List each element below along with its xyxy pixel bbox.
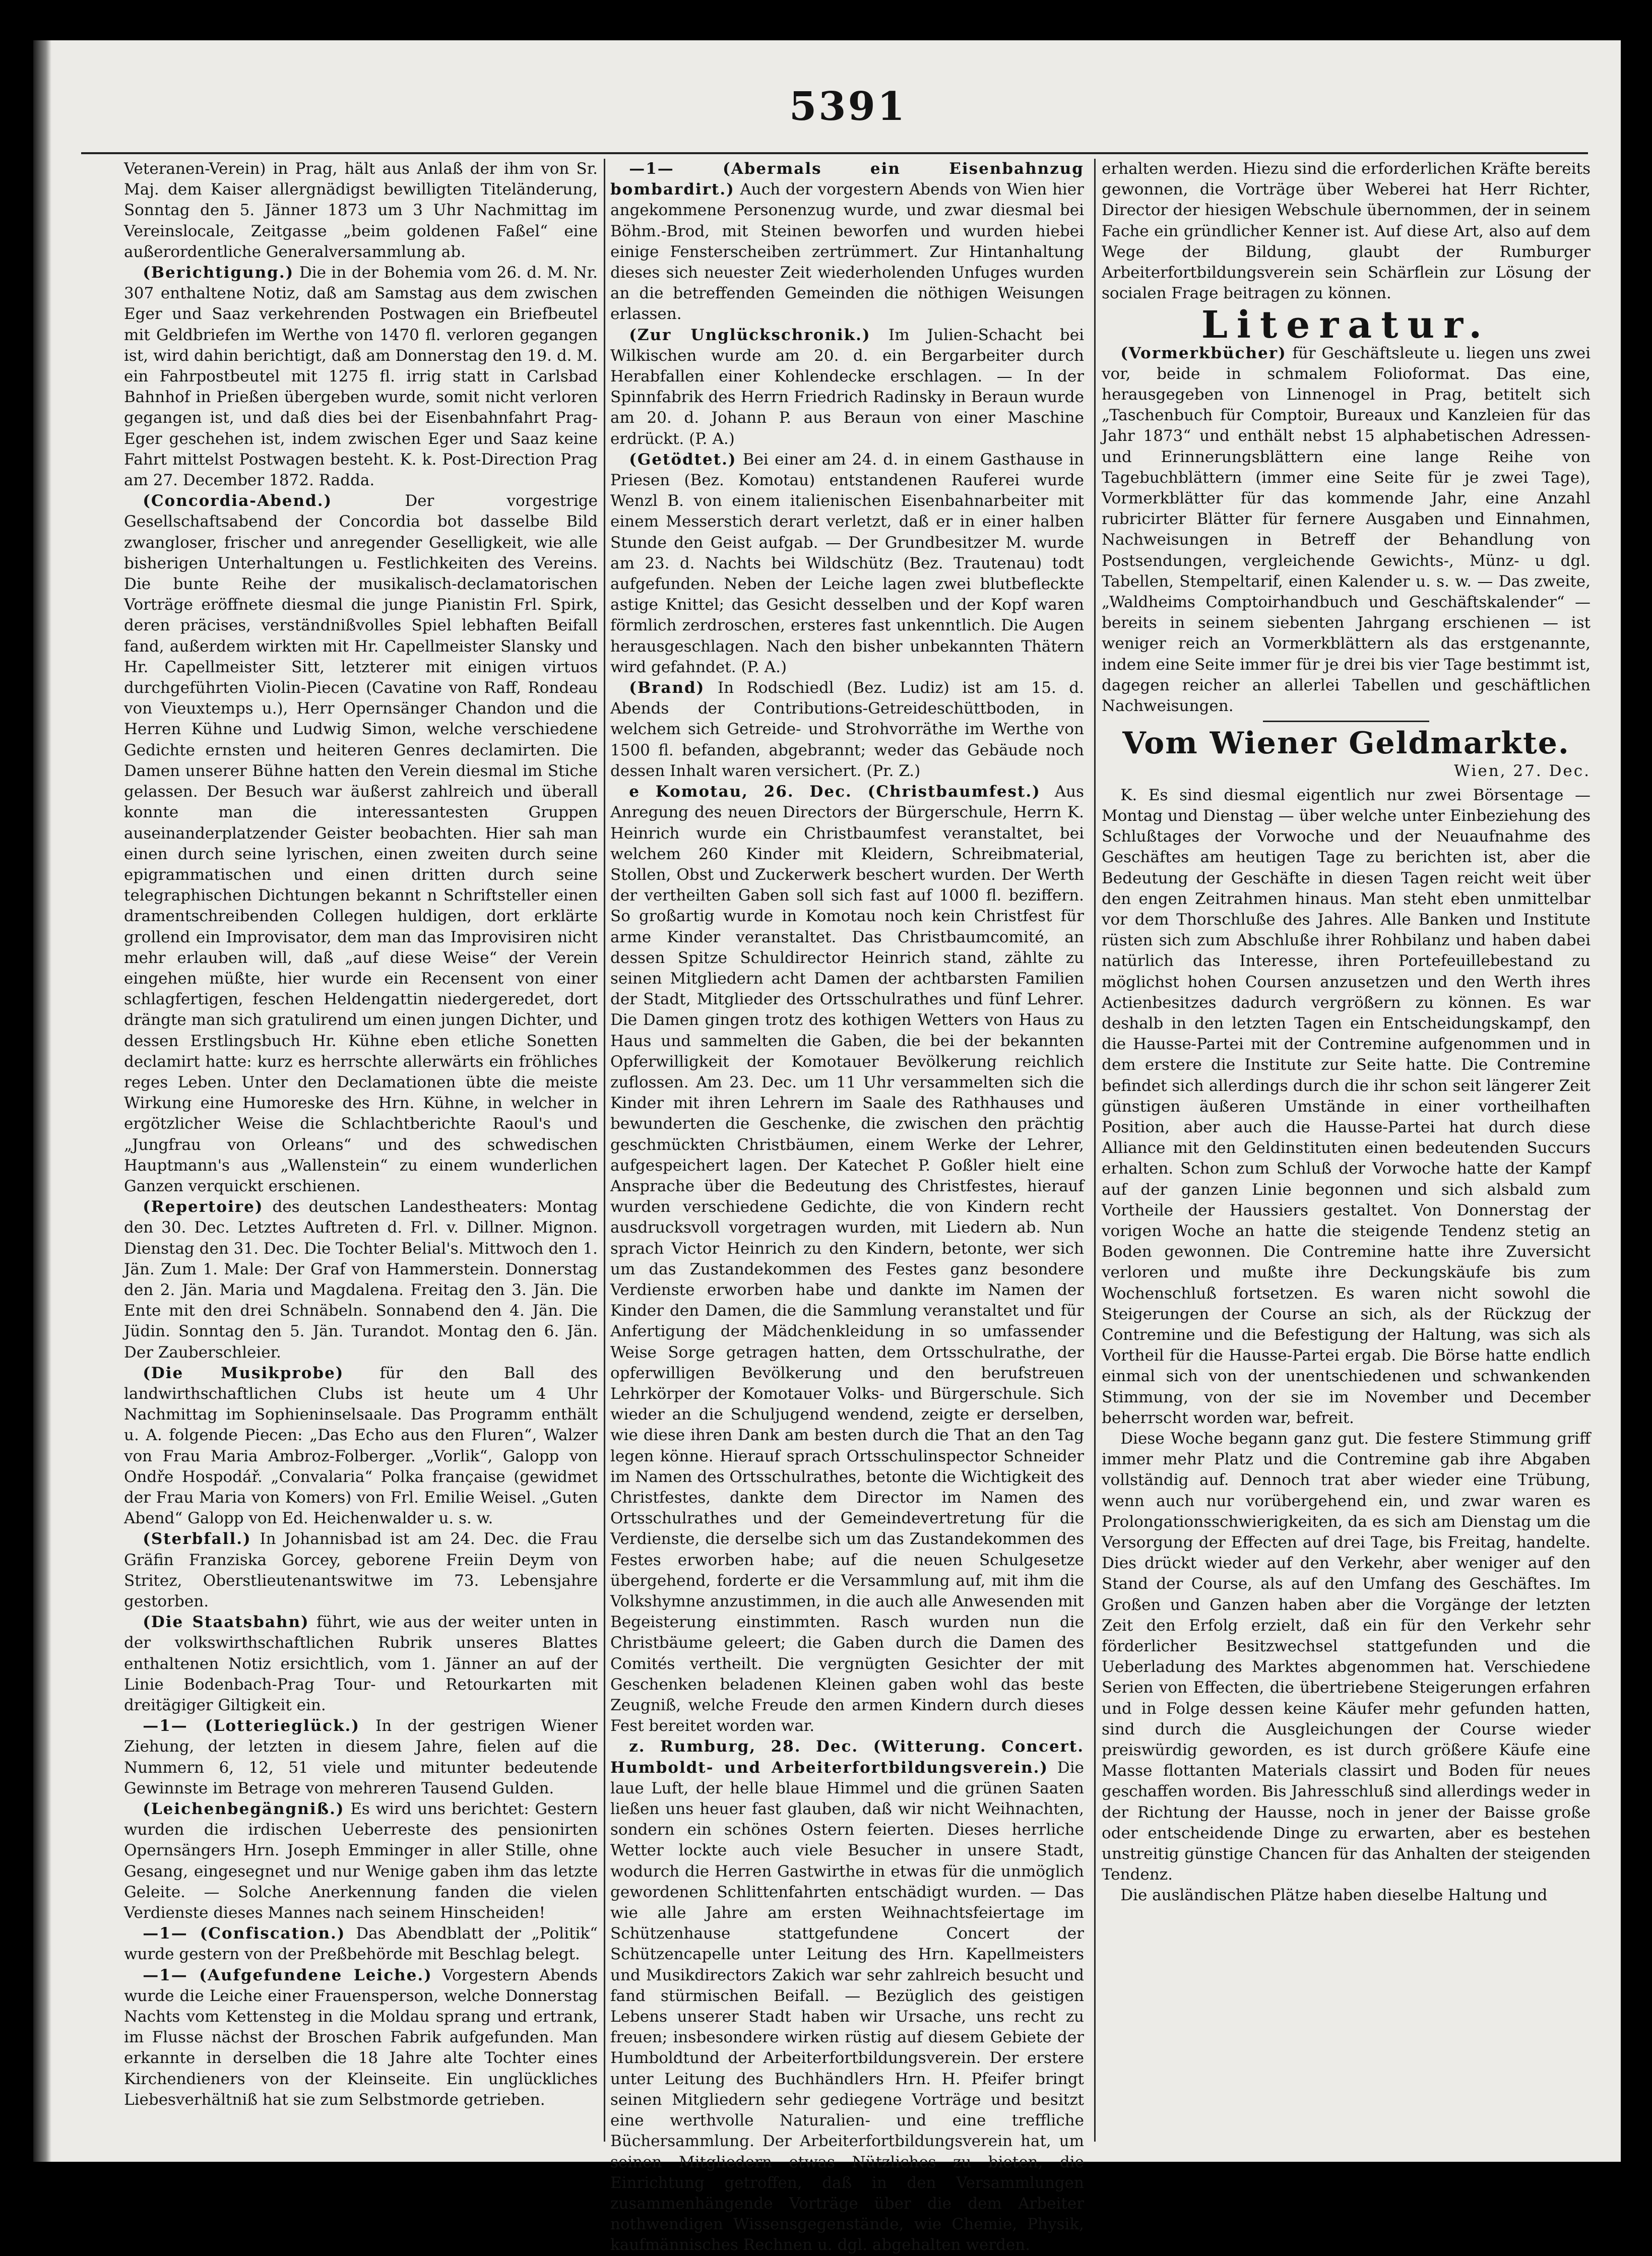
article-heading: (Leichenbegängniß.) xyxy=(143,1800,345,1819)
article-text: Veteranen-Verein) in Prag, hält aus Anlaß der ihm von Sr. Maj. dem Kaiser allergnädigst bewilligten Titeländerung, Sonntag den 5. Jänner 1873 um 3 Uhr Nachmittag im Vereinslocale, Zeitgasse „beim goldenen Faßel“ eine außerordentliche Generalversammlung ab. xyxy=(124,160,598,261)
article-paragraph xyxy=(124,1716,598,1799)
article-paragraph xyxy=(610,1736,1084,2255)
article-heading: e Komotau, 26. Dec. (Christbaumfest.) xyxy=(629,783,1041,801)
article-text: Vorgestern Abends wurde die Leiche einer Frauensperson, welche Donnerstag Nachts vom Kettensteg in die Moldau sprang und ertrank, im Flusse nächst der Broschen Fabrik aufgefunden. Man erkannte in derselben die 18 Jahre alte Tochter eines Kirchendieners von der Kleinseite. Ein unglückliches Liebesverhältniß hat sie zum Selbstmorde getrieben. xyxy=(124,1966,598,2109)
column-divider xyxy=(604,159,605,2142)
article-paragraph xyxy=(124,263,598,491)
article-paragraph xyxy=(610,449,1084,678)
column-2 xyxy=(610,159,1085,2254)
article-paragraph xyxy=(1102,343,1591,717)
article-heading: —1— (Confiscation.) xyxy=(143,1924,346,1943)
geldmarkt-section xyxy=(1102,785,1591,1906)
article-heading: (Die Musikprobe) xyxy=(143,1364,344,1382)
article-heading: (Concordia-Abend.) xyxy=(143,492,333,510)
binding-gutter xyxy=(33,40,51,2162)
article-text: In Johannisbad ist am 24. Dec. die Frau Gräfin Franziska Gorcey, geborene Freiin Deym von Stritez, Oberstlieutenantswitwe im 73. Lebensjahre gestorben. xyxy=(124,1530,598,1611)
column-3-continuation xyxy=(1102,159,1591,304)
article-paragraph xyxy=(124,1197,598,1363)
article-text: Auch der vorgestern Abends von Wien hier angekommene Personenzug wurde, und zwar diesmal bei Böhm.-Brod, mit Steinen beworfen und wurden hiebei einige Fensterscheiben zertrümmert. Zur Hintanhaltung dieses sich neuester Zeit wiederholenden Unfuges wurden an die betreffenden Gemeinden die nöthigen Weisungen erlassen. xyxy=(610,180,1084,324)
article-paragraph xyxy=(1102,785,1591,1429)
article-text: Diese Woche begann ganz gut. Die festere Stimmung griff immer mehr Platz und die Contremine gab ihre Abgaben vollständig auf. Dennoch trat aber wieder eine Trübung, wenn auch nur vorübergehend ein, und zwar waren es Prolongationsschwierigkeiten, da es sich am Dienstag um die Versorgung der Effecten auf drei Tage, bis Freitag, handelte. Dies drückt wieder auf den Verkehr, aber weniger auf den Stand der Course, als auf den Umfang des Geschäftes. Im Großen und Ganzen haben aber die Vorgänge der letzten Zeit den Erfolg erzielt, daß ein für den Verkehr sehr förderlicher Besitzwechsel stattgefunden und die Ueberladung des Marktes abgenommen hat. Verschiedene Serien von Effecten, die übertriebene Steigerungen erfahren und in Folge dessen keine Käufer mehr gefunden hatten, sind durch die Ausgleichungen der Course wieder preiswürdig geworden, es ist durch größere Käufe eine Masse flottanten Materials classirt und Boden für neues geschaffen worden. Bis Jahresschluß sind allerdings weder in der Richtung der Hausse, noch in jener der Baisse große oder entscheidende Dinge zu erwarten, aber es bestehen unstreitig günstige Chancen für das Anhalten der steigenden Tendenz. xyxy=(1102,1429,1591,1884)
article-paragraph xyxy=(124,1965,598,2110)
article-text: Das Abendblatt der „Politik“ wurde gestern von der Preßbehörde mit Beschlag belegt. xyxy=(124,1924,598,1964)
column-1 xyxy=(124,159,598,2142)
article-heading: —1— (Lotterieglück.) xyxy=(143,1717,360,1735)
article-text: Die in der Bohemia vom 26. d. M. Nr. 307 enthaltene Notiz, daß am Samstag aus dem zwischen Eger und Saaz verkehrenden Postwagen ein Briefbeutel mit Geldbriefen im Werthe von 1470 fl. verloren gegangen ist, wird dahin berichtigt, daß am Donnerstag den 19. d. M. ein Fahrpostbeutel mit 1275 fl. irrig statt in Carlsbad Bahnhof in Prießen übergeben wurde, somit nicht verloren gegangen ist, und daß dies bei der Eisenbahnfahrt Prag-Eger geschehen ist, indem zwischen Eger und Saaz keine Fahrt mittelst Postwagen besteht. K. k. Post-Direction Prag am 27. December 1872. Radda. xyxy=(124,264,598,490)
article-text: In Rodschiedl (Bez. Ludiz) ist am 15. d. Abends der Contributions-Getreideschüttboden, in welchem sich Getreide- und Strohvorräthe im Werthe von 1500 fl. befanden, abgebrannt; weder das Gebäude noch dessen Inhalt waren versichert. (Pr. Z.) xyxy=(610,679,1085,780)
article-paragraph xyxy=(610,782,1084,1736)
article-heading: —1— (Aufgefundene Leiche.) xyxy=(143,1966,432,1984)
article-heading: (Getödtet.) xyxy=(629,450,737,469)
article-text: führt, wie aus der weiter unten in der volkswirthschaftlichen Rubrik unseres Blattes enthaltenen Notiz ersichtlich, vom 1. Jänner an auf der Linie Bodenbach-Prag Tour- und Retourkarten mit dreitägiger Giltigkeit ein. xyxy=(124,1613,598,1715)
article-paragraph xyxy=(124,1799,598,1923)
header-rule xyxy=(81,152,1588,154)
article-paragraph xyxy=(124,1612,598,1716)
article-text: Aus Anregung des neuen Directors der Bürgerschule, Herrn K. Heinrich wurde ein Christbaumfest veranstaltet, bei welchem 260 Kinder mit Kleidern, Schreibmaterial, Stollen, Obst und Zuckerwerk beschert wurden. Der Werth der vertheilten Gaben soll sich fast auf 1000 fl. beziffern. So großartig wurde in Komotau noch kein Christfest für arme Kinder veranstaltet. Das Christbaumcomité, an dessen Spitze Schuldirector Heinrich stand, zählte zu seinen Mitgliedern acht Damen der achtbarsten Familien der Stadt, Mitglieder des Ortsschulrathes und fünf Lehrer. Die Damen gingen trotz des kothigen Wetters von Haus zu Haus und sammelten die Gaben, die bei der bekannten Opferwilligkeit der Komotauer Bevölkerung reichlich zuflossen. Am 23. Dec. um 11 Uhr versammelten sich die Kinder mit ihren Lehrern im Saale des Rathhauses und bewunderten die Geschenke, die zwischen den prächtig geschmückten Christbäumen, einem Werke der Lehrer, aufgespeichert lagen. Der Katechet P. Goßler hielt eine Ansprache über die Bedeutung des Christfestes, hierauf wurden verschiedene Gedichte, die von Kindern recht ausdrucksvoll vorgetragen wurden, mit Liedern ab. Nun sprach Victor Heinrich zu den Kindern, betonte, wer sich um das Zustandekommen des Festes ganz besondere Verdienste erworben habe und dankte im Namen der Kinder den Damen, die die Sammlung veranstaltet und für Anfertigung der Mädchenkleidung in so umfassender Weise Sorge getragen hatten, dem Ortsschulrathe, der opferwilligen Bevölkerung und den berufstreuen Lehrkörper der Komotauer Volks- und Bürgerschule. Sich wieder an die Schuljugend wendend, zeigte er derselben, wie diese ihren Dank am besten durch die That an den Tag legen könne. Hierauf sprach Ortsschulinspector Schneider im Namen des Ortsschulrathes, betonte die Wichtigkeit des Christfestes, dankte dem Director im Namen des Ortsschulrathes und der Gemeindevertretung für die Verdienste, die derselbe sich um das Zustandekommen des Festes erworben habe; auf die neuen Schulgesetze übergehend, forderte er die Versammlung auf, mit ihm die Volkshymne anzustimmen, in die auch alle Anwesenden mit Begeisterung einstimmten. Rasch wurden nun die Christbäume geleert; die Gaben durch die Damen des Comités vertheilt. Die vergnügten Gesichter der mit Geschenken beladenen Kleinen gaben wohl das beste Zeugniß, welche Freude den armen Kindern durch dieses Fest bereitet worden war. xyxy=(610,783,1085,1735)
dateline: Wien, 27. Dec. xyxy=(1454,762,1591,781)
article-text: erhalten werden. Hiezu sind die erforderlichen Kräfte bereits gewonnen, die Vorträge über Weberei hat Herr Richter, Director der hiesigen Webschule übernommen, der in seinem Fache ein gründlicher Kenner ist. Auf diese Art, also auf dem Wege der Bildung, glaubt der Rumburger Arbeiterfortbildungsverein sein Schärflein zur Lösung der socialen Frage beitragen zu können. xyxy=(1102,160,1591,303)
article-paragraph xyxy=(610,159,1084,325)
article-paragraph xyxy=(1102,159,1591,304)
article-heading: (Repertoire) xyxy=(143,1198,264,1216)
section-separator xyxy=(1263,721,1429,722)
column-divider xyxy=(1094,159,1096,2142)
article-text: Die laue Luft, der helle blaue Himmel und die grünen Saaten ließen uns heuer fast glauben, daß wir nicht Weihnachten, sondern ein schönes Ostern feierten. Dieses herrliche Wetter lockte auch viele Besucher in unsere Stadt, wodurch die Herren Gastwirthe in etwas für die unmöglich gewordenen Schlittenfahrten entschädigt wurden. — Das wie alle Jahre am ersten Weihnachtsfeiertage im Schützenhause stattgefundene Concert der Schützencapelle unter Leitung des Hrn. Kapellmeisters und Musikdirectors Zakich war sehr zahlreich besucht und fand stürmischen Beifall. — Bezüglich des geistigen Lebens unserer Stadt haben wir Ursache, uns recht zu freuen; insbesondere wirken rüstig auf diesem Gebiete der Humboldtund der Arbeiterfortbildungsverein. Der erstere unter Leitung des Buchhändlers Hrn. H. Pfeifer bringt seinen Mitgliedern sehr gediegene Vorträge und besitzt eine werthvolle Naturalien- und eine treffliche Büchersammlung. Der Arbeiterfortbildungsverein hat, um seinen Mitgliedern etwas Nützliches zu bieten, die Einrichtung getroffen, daß in den Versammlungen zusammenhängende Vorträge über die dem Arbeiter nothwendigen Wissensgegenstände, wie Chemie, Physik, kaufmännisches Rechnen u. dgl. abgehalten werden. xyxy=(610,1758,1084,2254)
article-heading: (Zur Unglückschronik.) xyxy=(629,326,871,344)
article-heading: (Brand) xyxy=(629,679,705,697)
article-text: Es wird uns berichtet: Gestern wurden die irdischen Ueberreste des pensionirten Opernsängers Hrn. Joseph Emminger in aller Stille, ohne Gesang, eingesegnet und nur Wenige gaben ihm das letzte Geleite. — Solche Anerkennung fanden die vielen Verdienste dieses Mannes nach seinem Hinscheiden! xyxy=(124,1800,598,1922)
literatur-section xyxy=(1102,343,1591,717)
column-3 xyxy=(1102,159,1591,2142)
section-heading-geldmarkt: Vom Wiener Geldmarkte. xyxy=(1122,726,1570,761)
article-text: für Geschäftsleute u. liegen uns zwei vor, beide in schmalem Folioformat. Das eine, herausgegeben von Linnenogel in Prag, betitelt sich „Taschenbuch für Comptoir, Bureaux und Kanzleien für das Jahr 1873“ und enthält nebst 15 alphabetischen Adressen- und Erinnerungsblättern eine lange Reihe von Tagebuchblättern (immer eine Seite für je zwei Tage), Vormerkblätter für das kommende Jahr, eine Anzahl rubricirter Blätter für fernere Ausgaben und Einnahmen, Nachweisungen in Betreff der Behandlung von Postsendungen, vergleichende Gewichts-, Münz- u dgl. Tabellen, Stempeltarif, einen Kalender u. s. w. — Das zweite, „Waldheims Comptoirhandbuch und Geschäftskalender“ — bereits in seinem siebenten Jahrgang erschienen — ist weniger reich an Vormerkblättern als das erstgenannte, indem eine Seite immer für je drei bis vier Tage bestimmt ist, dagegen reicher an allerlei Tabellen und geschäftlichen Nachweisungen. xyxy=(1102,344,1591,716)
article-paragraph xyxy=(1102,1429,1591,1885)
article-paragraph xyxy=(124,1529,598,1612)
article-paragraph xyxy=(610,325,1084,449)
article-text: Die ausländischen Plätze haben dieselbe Haltung und xyxy=(1120,1886,1548,1905)
article-paragraph xyxy=(124,1363,598,1529)
article-text: Bei einer am 24. d. in einem Gasthause in Priesen (Bez. Komotau) entstandenen Rauferei wurde Wenzl B. von einem italienischen Eisenbahnarbeiter mit einem Messerstich derart verletzt, daß er in einer halben Stunde den Geist aufgab. — Der Grundbesitzer M. wurde am 23. d. Nachts bei Wildschütz (Bez. Trautenau) todt aufgefunden. Neben der Leiche lagen zwei blutbefleckte astige Knittel; das Gesicht desselben und der Kopf waren förmlich zerdroschen, ersteres fast unkenntlich. Die Augen herausgeschlagen. Nach den bisher unbekannten Thätern wird gefahndet. (P. A.) xyxy=(610,450,1084,676)
article-heading: (Die Staatsbahn) xyxy=(143,1613,309,1632)
article-paragraph xyxy=(124,491,598,1197)
article-text: Im Julien-Schacht bei Wilkischen wurde am 20. d. ein Bergarbeiter durch Herabfallen einer Kohlendecke erschlagen. — In der Spinnfabrik des Herrn Friedrich Radinsky in Beraun wurde am 20. d. Johann P. aus Beraun von einer Maschine erdrückt. (P. A.) xyxy=(610,326,1084,448)
newspaper-page xyxy=(33,40,1621,2254)
article-text: des deutschen Landestheaters: Montag den 30. Dec. Letztes Auftreten d. Frl. v. Dillner. Mignon. Dienstag den 31. Dec. Die Tochter Belial's. Mittwoch den 1. Jän. Zum 1. Male: Der Graf von Hammerstein. Donnerstag den 2. Jän. Maria und Magdalena. Freitag den 3. Jän. Die Ente mit den drei Schnäbeln. Sonnabend den 4. Jän. Die Jüdin. Sonntag den 5. Jän. Turandot. Montag den 6. Jän. Der Zauberschleier. xyxy=(124,1198,598,1362)
article-paragraph xyxy=(1102,1885,1591,1906)
article-heading: (Vormerkbücher) xyxy=(1120,344,1287,362)
article-text: Der vorgestrige Gesellschaftsabend der Concordia bot dasselbe Bild zwangloser, frischer und anregender Geselligkeit, wie alle bisherigen Unterhaltungen u. Festlichkeiten des Vereins. Die bunte Reihe der musikalisch-declamatorischen Vorträge eröffnete diesmal die junge Pianistin Frl. Spirk, deren präcises, verständnißvolles Spiel lebhaften Beifall fand, außerdem wirkten mit Hr. Capellmeister Slansky und Hr. Capellmeister Sitt, letzterer mit einigen virtuos durchgeführten Violin-Piecen (Cavatine von Raff, Rondeau von Vieuxtemps u.), Herr Opernsänger Chandon und die Herren Kühne und Ludwig Simon, welche verschiedene Gedichte ernsten und heiteren Genres declamirten. Die Damen unserer Bühne hatten den Verein diesmal im Stiche gelassen. Der Besuch war äußerst zahlreich und überall konnte man die interessantesten Gruppen auseinanderplatzender Geister beobachten. Hier sah man einen durch seine lyrischen, einen zweiten durch seine epigrammatischen und einen dritten durch seine telegraphischen Dichtungen bekannt n Schriftsteller einen dramentschreibenden Collegen huldigen, dort erklärte grollend ein Improvisator, dem man das Improvisiren nicht mehr erlauben will, daß „auf diese Weise“ der Verein eingehen müßte, hier wurde ein Recensent von einer schlagfertigen, feschen Heldengattin niedergeredet, dort drängte man sich gratulirend um einen jungen Dichter, und dessen Erstlingsbuch Hr. Kühne eben etliche Sonetten declamirt hatte: kurz es herrschte allerwärts ein fröhliches reges Leben. Unter den Declamationen übte die meiste Wirkung eine Humoreske des Hrn. Kühne, in welcher in ergötzlicher Weise die Schlachtberichte Raoul's und „Jungfrau von Orleans“ und des schwedischen Hauptmann's aus „Wallenstein“ zu einem wunderlichen Ganzen verquickt erschienen. xyxy=(124,492,598,1195)
page-number: 5391 xyxy=(789,84,907,130)
article-heading: —1— (Abermals ein Eisenbahnzug bombardirt.) xyxy=(610,160,1084,199)
article-heading: (Berichtigung.) xyxy=(143,264,294,282)
article-paragraph xyxy=(610,678,1084,782)
article-paragraph xyxy=(124,1923,598,1965)
article-paragraph xyxy=(124,159,598,263)
article-heading: (Sterbfall.) xyxy=(143,1530,251,1549)
article-text: In der gestrigen Wiener Ziehung, der letzten in diesem Jahre, fielen auf die Nummern 6, 12, 51 viele und mitunter bedeutende Gewinnste im Betrage von mehreren Tausend Gulden. xyxy=(124,1717,598,1797)
article-text: K. Es sind diesmal eigentlich nur zwei Börsentage — Montag und Dienstag — über welche unter Einbeziehung des Schlußtages der Vorwoche und der Neuaufnahme des Geschäftes am heutigen Tage zu berichten ist, aber die Bedeutung der Geschäfte in diesen Tagen reicht weit über den engen Zeitrahmen hinaus. Man steht eben unmittelbar vor dem Thorschluße des Jahres. Alle Banken und Institute rüsten sich zum Abschluße ihrer Rohbilanz und haben dabei natürlich das Interesse, ihren Portefeuillebestand zu möglichst hohen Coursen anzusetzen und den Werth ihres Actienbesitzes dadurch vergrößern zu können. Es war deshalb in den letzten Tagen ein Entscheidungskampf, den die Hausse-Partei mit der Contremine aufgenommen und in dem erstere die Institute zur Seite hatte. Die Contremine befindet sich allerdings durch die ihr schon seit längerer Zeit günstigen äußeren Umstände in einer vortheilhaften Position, aber auch die Hausse-Partei hat durch diese Alliance mit den Geldinstituten einen bedeutenden Succurs erhalten. Schon zum Schluß der Vorwoche hatte der Kampf auf der ganzen Linie begonnen und sich alsbald zum Vortheile der Haussiers gestaltet. Von Donnerstag der vorigen Woche an hatte die steigende Tendenz stetig an Boden gewonnen. Die Contremine hatte ihre Zuversicht verloren und mußte ihre Deckungskäufe bis zum Wochenschluß fortsetzen. Es waren nicht sowohl die Steigerungen der Course an sich, als der Rückzug der Contremine und die Befestigung der Haltung, was sich als Vortheil für die Hausse-Partei ergab. Die Börse hatte endlich einmal sich von der unentschiedenen und schwankenden Stimmung, von der sie im November und December beherrscht worden war, befreit. xyxy=(1102,786,1591,1427)
section-heading-literatur: Literatur. xyxy=(1201,303,1491,347)
article-heading: z. Rumburg, 28. Dec. (Witterung. Concert. Humboldt- und Arbeiterfortbildungsverein.) xyxy=(610,1737,1084,1777)
article-text: für den Ball des landwirthschaftlichen Clubs ist heute um 4 Uhr Nachmittag im Sophieninselsaale. Das Programm enthält u. A. folgende Piecen: „Das Echo aus den Fluren“, Walzer von Frau Maria Ambroz-Folberger. „Vorlik“, Galopp von Ondře Hospodář. „Convalaria“ Polka française (gewidmet der Frau Maria von Komers) von Frl. Emilie Weisel. „Guten Abend“ Galopp von Ed. Heichenwalder u. s. w. xyxy=(124,1364,598,1528)
